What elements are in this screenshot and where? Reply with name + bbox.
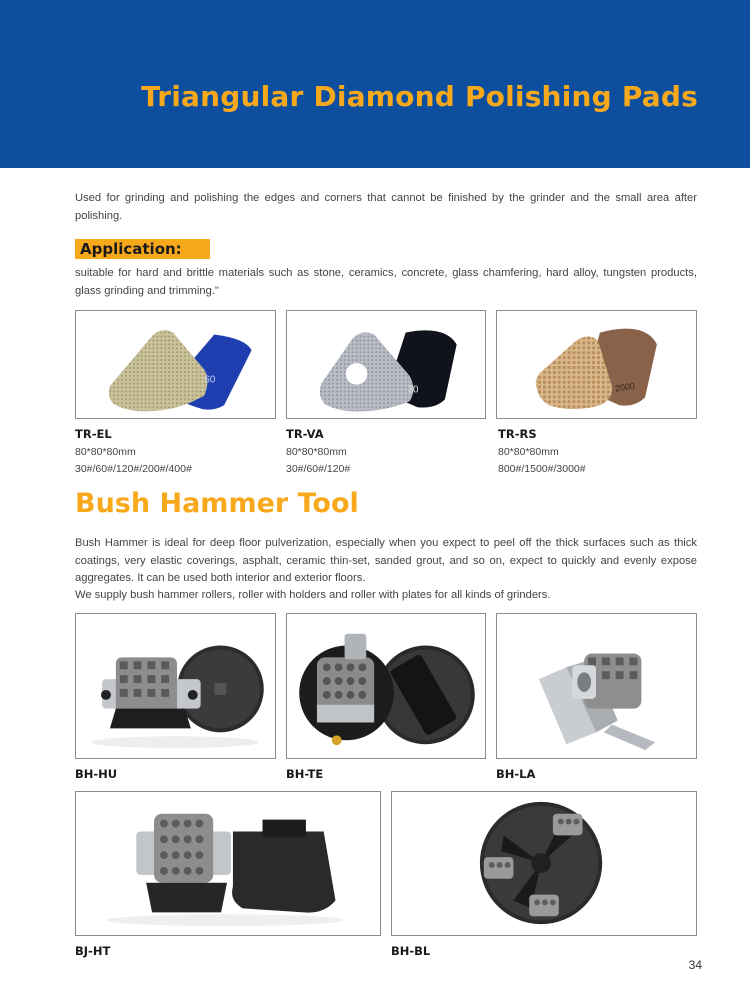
product-code-bj-ht: BJ-HT [75,944,111,958]
product-grits-tr-el: 30#/60#/120#/200#/400# [75,463,192,475]
product-size-tr-va: 80*80*80mm [286,446,347,458]
product-size-tr-el: 80*80*80mm [75,446,136,458]
product-code-bh-hu: BH-HU [75,767,118,781]
product-code-tr-rs: TR-RS [498,427,537,441]
product-image-tr-va [286,310,486,419]
application-tag [75,239,210,259]
product-image-bh-bl [391,791,697,936]
product-image-tr-el [75,310,276,419]
page-title: Triangular Diamond Polishing Pads [140,80,698,113]
pad-grit-label: 30 [407,384,419,396]
product-image-bh-la [496,613,697,759]
product-size-tr-rs: 80*80*80mm [498,446,559,458]
product-code-bh-la: BH-LA [496,767,536,781]
bush-description: Bush Hammer is ideal for deep floor pulverization, especially when you expect to peel off the thick surfaces such as thick coatings, very elastic coverings, asphalt, ceramic thin-set, sanded grout, and so on, expect to quickly and evenly expose aggregates. It can be used both interior and exterior floors. [75,537,697,584]
product-code-tr-va: TR-VA [286,427,324,441]
page-number: 34 [688,958,702,972]
intro-text: Used for grinding and polishing the edges and corners that cannot be finished by the grinder and the small area after polishing. [75,192,697,222]
product-image-bj-ht [75,791,381,936]
application-label: Application: [80,240,182,258]
bush-supply-text: We supply bush hammer rollers, roller with holders and roller with plates for all kinds of grinders. [75,589,551,601]
product-code-bh-bl: BH-BL [391,944,431,958]
product-grits-tr-va: 30#/60#/120# [286,463,351,475]
product-image-bh-hu [75,613,276,759]
product-code-bh-te: BH-TE [286,767,324,781]
product-code-tr-el: TR-EL [75,427,112,441]
pad-grit-label: 2000 [614,380,636,394]
product-image-bh-te [286,613,486,759]
product-grits-tr-rs: 800#/1500#/3000# [498,463,586,475]
pad-grit-label: 60 [204,374,216,386]
section-title-bush-hammer: Bush Hammer Tool [75,488,359,519]
product-image-tr-rs [496,310,697,419]
application-text: suitable for hard and brittle materials such as stone, ceramics, concrete, glass chamfering, hard alloy, tungsten products, glass grinding and trimming." [75,267,697,297]
